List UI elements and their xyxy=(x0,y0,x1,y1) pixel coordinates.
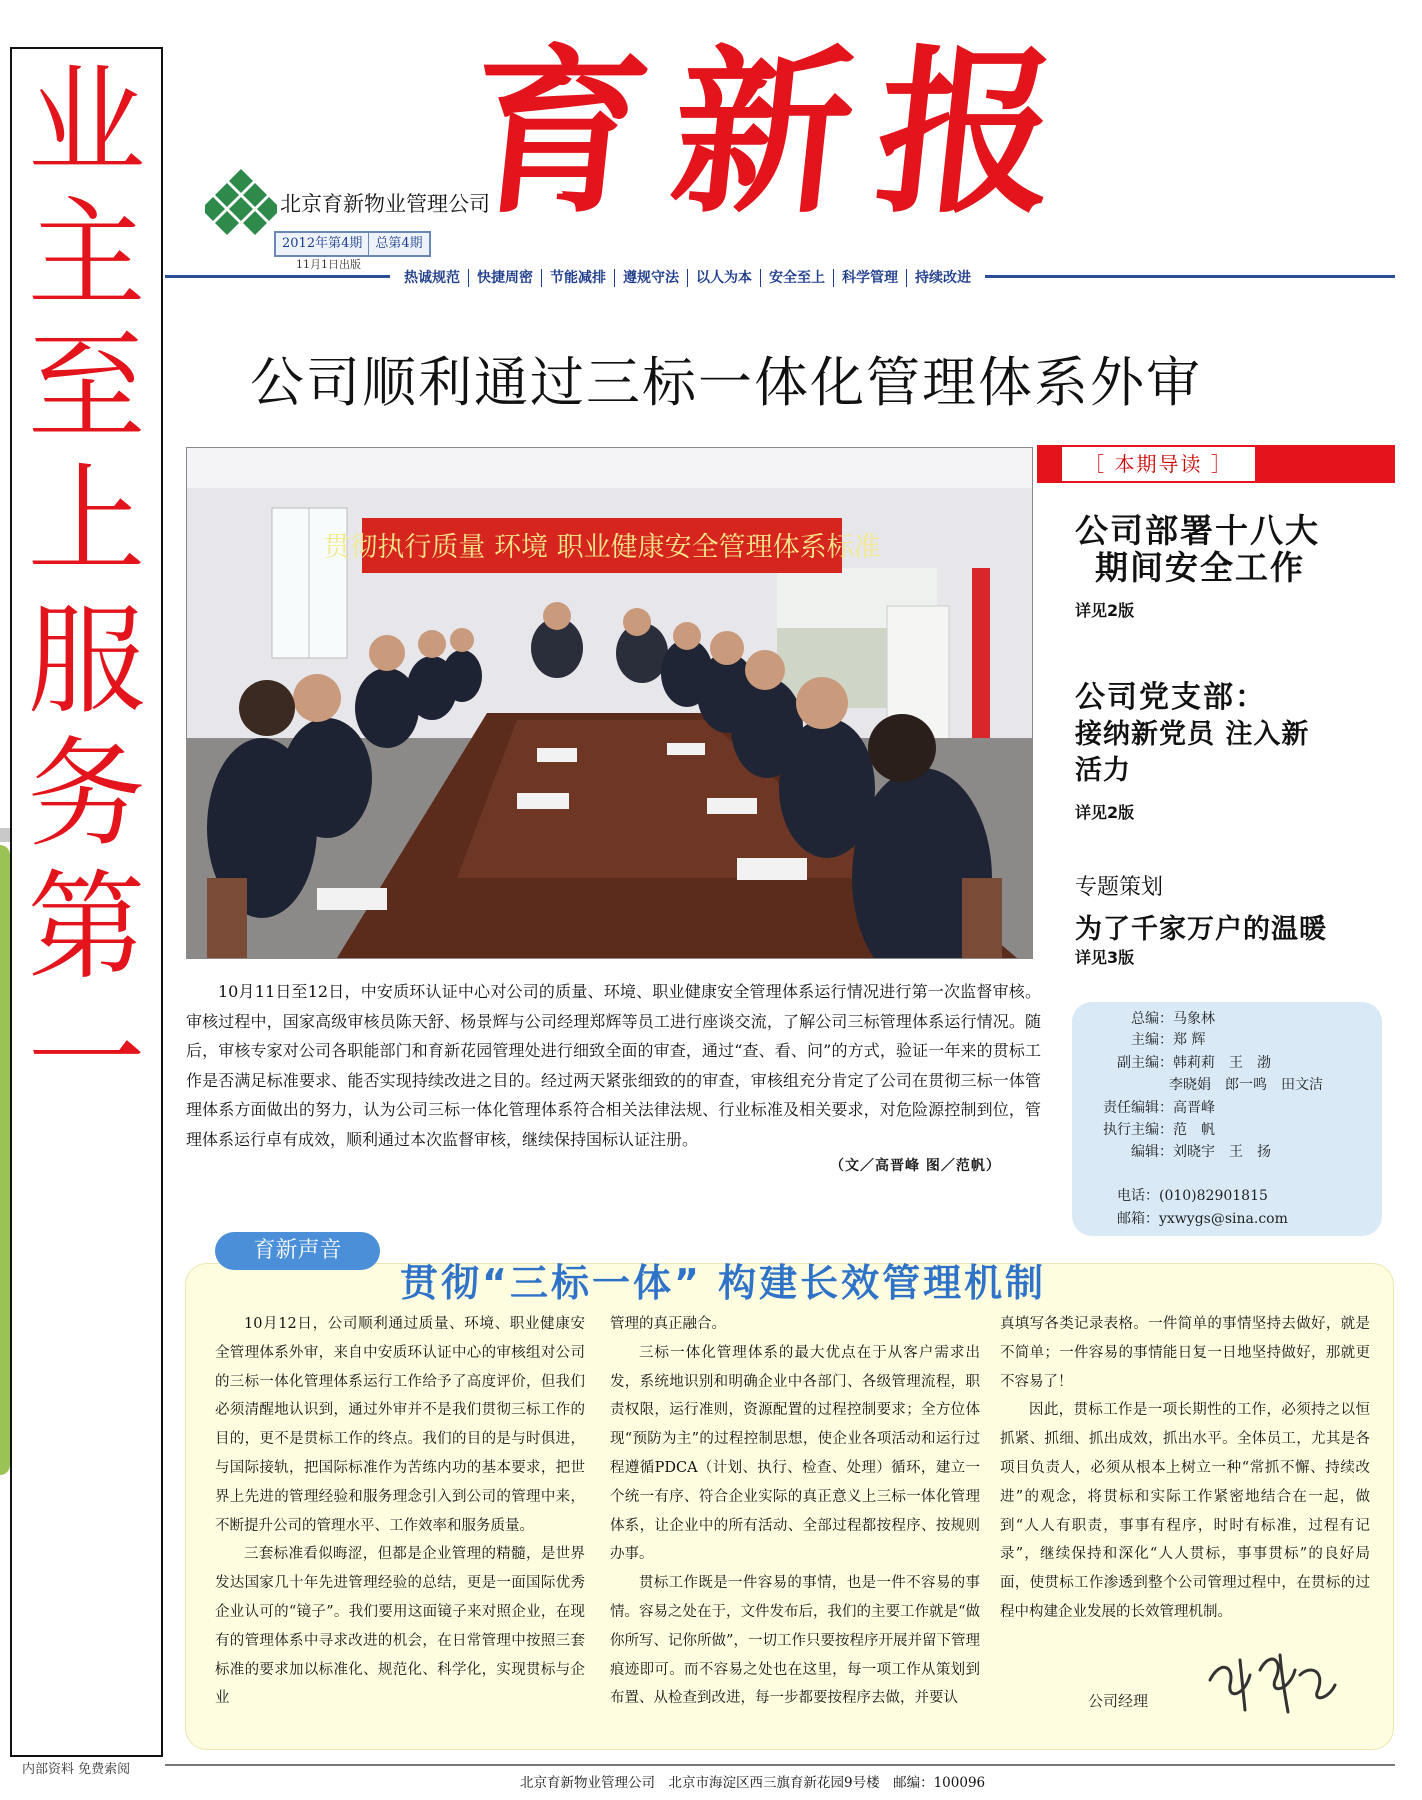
slogan-char: 业 xyxy=(27,52,146,190)
slogan-char: 服 xyxy=(27,592,146,730)
editorial-editor: 主编：郑 辉 xyxy=(1131,1032,1206,1048)
left-edge-gray-tab xyxy=(0,828,10,842)
voice-paragraph: 管理的真正融合。 xyxy=(610,1316,726,1332)
company-name: 北京育新物业管理公司 xyxy=(280,192,490,216)
editorial-chief: 总编：马象林 xyxy=(1131,1011,1215,1027)
footer-address: 北京育新物业管理公司 北京市海淀区西三旗育新花园9号楼 邮编：100096 xyxy=(520,1775,986,1791)
editorial-email[interactable]: 邮箱：yxwygs@sina.com xyxy=(1117,1211,1288,1227)
editorial-deputy-2: 李晓娟 郎一鸣 田文洁 xyxy=(1169,1077,1323,1093)
voice-paragraph: 因此，贯标工作是一项长期性的工作，必须持之以恒抓紧、抓细、抓出成效，抓出水平。全体员工，尤其是各项目负责人，必须从根本上树立一种“常抓不懈、持续改进”的观念，将贯标和实际工作紧密地结合在一起，做到“人人有职责，事事有程序，时时有标准，过程有记录”，继续保持和深化“人人贯标，事事贯标”的良好局面，使贯标工作渗透到整个公司管理过程中，在贯标的过程中构建企业发展的长效管理机制。 xyxy=(1000,1402,1370,1620)
voice-section-tag: 育新声音 xyxy=(215,1232,380,1270)
guide-item-2-ref: 详见2版 xyxy=(1075,803,1135,822)
guide-header: ［ 本期导读 ］ xyxy=(1062,447,1255,481)
editorial-deputy: 副主编：韩莉莉 王 渤 xyxy=(1117,1055,1271,1071)
footer-note: 内部资料 免费索阅 xyxy=(22,1762,131,1777)
voice-column-1 xyxy=(215,1310,585,1713)
publication-date: 11月1日出版 xyxy=(296,258,361,271)
meeting-photo xyxy=(186,447,1033,959)
left-edge-green-tab xyxy=(0,845,10,1475)
voice-paragraph: 10月12日，公司顺利通过质量、环境、职业健康安全管理体系外审，来自中安质环认证中心的审核组对公司的三标一体化管理体系运行工作给予了高度评价，但我们必须清醒地认识到，通过外审并不是我们贯彻三标工作的目的，更不是贯标工作的终点。我们的目的是与时俱进，与国际接轨，把国际标准作为苦练内功的基本要求，把世界上先进的管理经验和服务理念引入到公司的管理中来，不断提升公司的管理水平、工作效率和服务质量。 xyxy=(215,1316,585,1534)
article-credit: （文／高晋峰 图／范帆） xyxy=(830,1158,1001,1174)
main-article xyxy=(186,977,1041,1155)
guide-item-1-line-1[interactable]: 公司部署十八大 xyxy=(1075,511,1320,550)
issue-number: 2012年第4期 xyxy=(282,236,363,251)
editorial-editors: 编辑：刘晓宇 王 扬 xyxy=(1131,1144,1271,1160)
slogan-char: 第 xyxy=(27,858,146,996)
editorial-responsible: 责任编辑：高晋峰 xyxy=(1103,1100,1215,1116)
voice-paragraph: 三标一体化管理体系的最大优点在于从客户需求出发，系统地识别和明确企业中各部门、各级管理流程，职责权限，运行准则，资源配置的过程控制要求；全方位体现“预防为主”的过程控制思想，使企业各项活动和运行过程遵循PDCA（计划、执行、检查、处理）循环，建立一个统一有序、符合企业实际的真正意义上三标一体化管理体系，让企业中的所有活动、全部过程都按程序、按规则办事。 xyxy=(610,1344,980,1563)
guide-item-3-title[interactable]: 为了千家万户的温暖 xyxy=(1075,914,1327,945)
slogan-char: 一 xyxy=(27,991,146,1129)
editorial-executive: 执行主编：范 帆 xyxy=(1103,1122,1215,1138)
banner-text: 贯彻执行质量 环境 职业健康安全管理体系标准 xyxy=(323,532,881,563)
voice-column-2 xyxy=(610,1310,980,1713)
page-headline: 公司顺利通过三标一体化管理体系外审 xyxy=(250,351,1202,414)
tagline-item: 快捷周密 xyxy=(477,270,533,286)
guide-item-3-ref: 详见3版 xyxy=(1075,948,1135,967)
guide-item-1-ref: 详见2版 xyxy=(1075,601,1135,620)
voice-paragraph: 三套标准看似晦涩，但都是企业管理的精髓，是世界发达国家几十年先进管理经验的总结，更是一面国际优秀企业认可的“镜子”。我们要用这面镜子来对照企业，在现有的管理体系中寻求改进的机会，在日常管理中按照三套标准的要求加以标准化、规范化、科学化，实现贯标与企业 xyxy=(215,1546,585,1707)
tagline-bar xyxy=(390,268,985,288)
tagline-item: 持续改进 xyxy=(915,270,971,286)
editorial-phone: 电话：(010)82901815 xyxy=(1117,1188,1268,1204)
guide-item-2-line-2[interactable]: 接纳新党员 注入新 xyxy=(1075,719,1310,750)
signature-image xyxy=(1200,1640,1340,1720)
guide-item-2-line-3[interactable]: 活力 xyxy=(1075,755,1131,786)
voice-column-3 xyxy=(1000,1310,1370,1627)
article-body: 10月11日至12日，中安质环认证中心对公司的质量、环境、职业健康安全管理体系运行情况进行第一次监督审核。审核过程中，国家高级审核员陈天舒、杨景辉与公司经理郑辉等员工进行座谈交流，了解公司三标管理体系运行情况。随后，审核专家对公司各职能部门和育新花园管理处进行细致全面的审查，通过“查、看、问”的方式，验证一年来的贯标工作是否满足标准要求、能否实现持续改进之目的。经过两天紧张细致的的审查，审核组充分肯定了公司在贯彻三标一体管理体系方面做出的努力，认为公司三标一体化管理体系符合相关法律法规、行业标准及相关要求，对危险源控制到位，管理体系运行卓有成效，顺利通过本次监督审核，继续保持国标认证注册。 xyxy=(186,982,1041,1149)
slogan-char: 上 xyxy=(27,451,146,589)
guide-item-1-line-2[interactable]: 期间安全工作 xyxy=(1095,548,1305,587)
slogan-char: 务 xyxy=(27,725,146,863)
issue-number-box xyxy=(274,231,431,257)
tagline-item: 热诚规范 xyxy=(404,270,460,286)
company-logo-icon xyxy=(205,167,277,239)
guide-item-2-line-1[interactable]: 公司党支部： xyxy=(1075,680,1267,715)
tagline-item: 安全至上 xyxy=(769,270,825,286)
issue-total: 总第4期 xyxy=(368,233,428,255)
slogan-char: 主 xyxy=(27,185,146,323)
voice-paragraph: 真填写各类记录表格。一件简单的事情坚持去做好，就是不简单；一件容易的事情能日复一日地坚持做好，那就更不容易了！ xyxy=(1000,1316,1370,1390)
guide-item-3-label: 专题策划 xyxy=(1075,875,1164,900)
tagline-item: 遵规守法 xyxy=(623,270,679,286)
voice-paragraph: 贯标工作既是一件容易的事情，也是一件不容易的事情。容易之处在于，文件发布后，我们的主要工作就是“做你所写、记你所做”，一切工作只要按程序开展并留下管理痕迹即可。而不容易之处也在这里，每一项工作从策划到布置、从检查到改进，每一步都要按程序去做，并要认 xyxy=(610,1575,980,1707)
tagline-item: 节能减排 xyxy=(550,270,606,286)
tagline-item: 科学管理 xyxy=(842,270,898,286)
slogan-char: 至 xyxy=(27,318,146,456)
footer-rule xyxy=(165,1764,1395,1766)
tagline-item: 以人为本 xyxy=(696,270,752,286)
vertical-slogan xyxy=(10,52,163,1129)
signature-label: 公司经理 xyxy=(1088,1692,1149,1710)
masthead-title: 育新报 xyxy=(459,28,1094,237)
voice-section-title: 贯彻“三标一体” 构建长效管理机制 xyxy=(400,1261,1047,1305)
